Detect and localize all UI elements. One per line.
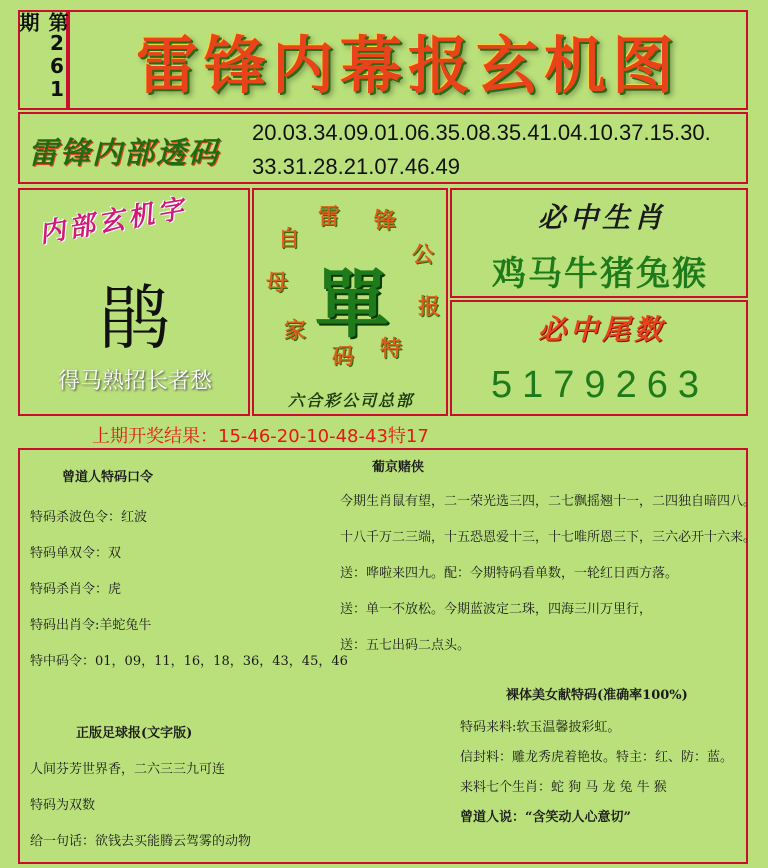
ring-char: 报 (417, 294, 440, 320)
tail-value: 5179263 (491, 364, 709, 406)
zodiac-value: 鸡马牛猪兔猴 (492, 254, 708, 294)
right-title-1: 葡京赌侠 (372, 460, 425, 475)
numbers-line-1: 20.03.34.09.01.06.35.08.35.41.04.10.37.15.30. (252, 120, 711, 145)
right-line: 来料七个生肖：蛇 狗 马 龙 兔 牛 猴 (460, 780, 667, 795)
right-title-2: 裸体美女献特码(准确率100%) (506, 688, 688, 703)
ring-char: 母 (265, 270, 288, 296)
right-line: 信封料：雕龙秀虎着艳妆。特主：红、防：蓝。 (460, 750, 734, 765)
zodiac-panel (450, 188, 748, 298)
ring-char: 公 (411, 242, 434, 268)
content-panel (18, 448, 757, 864)
right-line: 十八千万二三端，十五恐恩爱十三，十七唯所恩三下，三六必开十六来。 (340, 530, 757, 545)
left-line: 特码杀波色令：红波 (30, 510, 148, 525)
center-footer: 六合彩公司总部 (287, 391, 414, 410)
mystery-char-label: 内部玄机字 (37, 193, 190, 250)
right-line: 送：五七出码二点头。 (340, 638, 471, 653)
mystery-char-poem: 得马熟招长者愁 (57, 369, 212, 394)
numbers-line-2: 33.31.28.21.07.46.49 (252, 154, 460, 179)
left-line: 给一句话：欲钱去买能腾云驾雾的动物 (30, 834, 252, 849)
left-line: 特码出肖令:羊蛇兔牛 (30, 618, 152, 633)
ring-char: 家 (283, 318, 306, 344)
tail-label: 必中尾数 (537, 313, 666, 346)
ring-char: 锋 (373, 208, 396, 234)
center-seal-panel (252, 188, 448, 416)
left-line: 人间芬芳世界香，二六三三九可连 (30, 762, 226, 777)
center-main-char: 單 (315, 262, 389, 348)
tail-number-panel (450, 300, 748, 416)
right-line: 特码来料:软玉温馨披彩虹。 (460, 720, 621, 735)
right-line: 送：哗啦来四九。配：今期特码看单数，一轮红日西方落。 (340, 566, 679, 581)
left-title-2: 正版足球报(文字版) (76, 726, 193, 741)
ring-char: 自 (277, 226, 300, 252)
left-line: 特码杀肖令：虎 (30, 582, 122, 597)
last-result: 上期开奖结果：15-46-20-10-48-43特17 (92, 426, 429, 447)
issue-badge: 第261期 (18, 10, 68, 110)
numbers-panel (18, 112, 748, 184)
left-title-1: 曾道人特码口令 (62, 470, 154, 485)
ring-char: 雷 (317, 204, 340, 230)
left-line: 特码单双令：双 (30, 546, 122, 561)
ring-char: 码 (331, 344, 354, 370)
zodiac-label: 必中生肖 (537, 201, 666, 234)
mystery-char-panel (18, 188, 250, 416)
left-line: 特码为双数 (30, 798, 96, 813)
right-line: 送：单一不放松。今期蓝波定二珠，四海三川万里行， (340, 602, 653, 617)
mystery-char: 鹃 (100, 277, 170, 359)
numbers-label: 雷锋内部透码 (28, 136, 220, 171)
right-line: 今期生肖鼠有望，二一荣光选三四，二七飘摇翘十一，二四独自暗四八。 (340, 494, 757, 509)
left-line: 特中码令：01，09，11，16，18，36，43，45，46 (30, 654, 348, 669)
page-title: 雷锋内幕报玄机图 (68, 10, 748, 110)
right-line: 曾道人说：“含笑动人心意切” (460, 810, 631, 825)
ring-char: 特 (379, 336, 402, 362)
